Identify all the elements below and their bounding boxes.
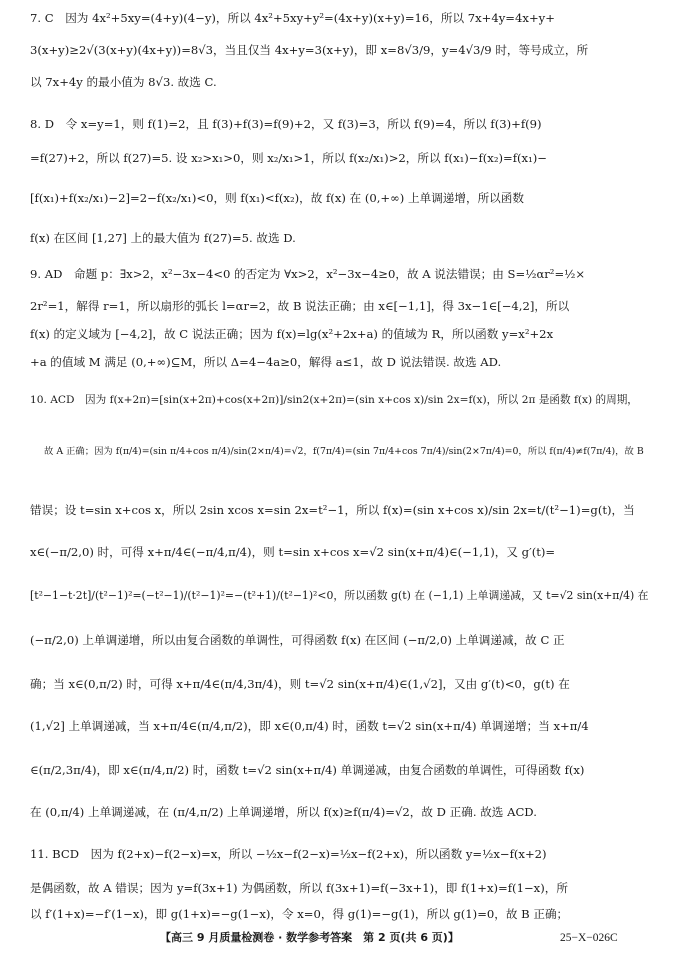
text-line: 是偶函数，故 A 错误；因为 y=f(3x+1) 为偶函数，所以 f(3x+1)=f(−3x+1)，即 f(1+x)=f(1−x)，所 xyxy=(30,881,568,895)
text-line: (1,√2] 上单调递减，当 x+π/4∈(π/4,π/2)，即 x∈(0,π/4) 时，函数 t=√2 sin(x+π/4) 单调递增；当 x+π/4 xyxy=(30,719,589,733)
page-footer xyxy=(0,930,677,946)
text-line: 确；当 x∈(0,π/2) 时，可得 x+π/4∈(π/4,3π/4)，则 t=√2 sin(x+π/4)∈(1,√2]，又由 g′(t)<0，g(t) 在 xyxy=(30,677,570,691)
text-line: [f(x₁)+f(x₂/x₁)−2]=2−f(x₂/x₁)<0，则 f(x₁)<f(x₂)，故 f(x) 在 (0,+∞) 上单调递增，所以函数 xyxy=(30,191,524,205)
text-line: (−π/2,0) 上单调递增，所以由复合函数的单调性，可得函数 f(x) 在区间 (−π/2,0) 上单调递减，故 C 正 xyxy=(30,633,565,647)
text-line: 3(x+y)≥2√(3(x+y)(4x+y))=8√3，当且仅当 4x+y=3(x+y)，即 x=8√3/9，y=4√3/9 时，等号成立，所 xyxy=(30,43,589,57)
text-line: ∈(π/2,3π/4)，即 x∈(π/4,π/2) 时，函数 t=√2 sin(x+π/4) 单调递减，由复合函数的单调性，可得函数 f(x) xyxy=(30,763,585,777)
text-line: =f(27)+2，所以 f(27)=5. 设 x₂>x₁>0，则 x₂/x₁>1，所以 f(x₂/x₁)>2，所以 f(x₁)−f(x₂)=f(x₁)− xyxy=(30,151,547,165)
text-line: 11. BCD 因为 f(2+x)−f(2−x)=x，所以 −½x−f(2−x)=½x−f(2+x)，所以函数 y=½x−f(x+2) xyxy=(30,847,547,861)
text-line: 10. ACD 因为 f(x+2π)=[sin(x+2π)+cos(x+2π)]/sin2(x+2π)=(sin x+cos x)/sin 2x=f(x)，所以 2π 是函数 f(x) 的周期， xyxy=(30,394,638,406)
text-line: 9. AD 命题 p：∃x>2，x²−3x−4<0 的否定为 ∀x>2，x²−3x−4≥0，故 A 说法错误；由 S=½αr²=½× xyxy=(30,267,586,281)
text-line: f(x) 在区间 [1,27] 上的最大值为 f(27)=5. 故选 D. xyxy=(30,231,296,245)
text-line: 故 A 正确；因为 f(π/4)=(sin π/4+cos π/4)/sin(2×π/4)=√2，f(7π/4)=(sin 7π/4+cos 7π/4)/sin(2×7π/4)=0，所以 f(π/4)≠f(7π/4)，故 B xyxy=(44,446,644,457)
text-line: 以 7x+4y 的最小值为 8√3. 故选 C. xyxy=(30,75,217,89)
text-line: x∈(−π/2,0) 时，可得 x+π/4∈(−π/4,π/4)，则 t=sin x+cos x=√2 sin(x+π/4)∈(−1,1)，又 g′(t)= xyxy=(30,545,556,559)
text-line: 8. D 令 x=y=1，则 f(1)=2，且 f(3)+f(3)=f(9)+2，又 f(3)=3，所以 f(9)=4，所以 f(3)+f(9) xyxy=(30,117,542,131)
text-line: 在 (0,π/4) 上单调递减，在 (π/4,π/2) 上单调递增，所以 f(x)≥f(π/4)=√2，故 D 正确. 故选 ACD. xyxy=(30,805,537,819)
text-line: 错误；设 t=sin x+cos x，所以 2sin xcos x=sin 2x=t²−1，所以 f(x)=(sin x+cos x)/sin 2x=t/(t²−1)=g(t)，当 xyxy=(30,503,635,517)
text-line: 7. C 因为 4x²+5xy=(4+y)(4−y)，所以 4x²+5xy+y²=(4x+y)(x+y)=16，所以 7x+4y=4x+y+ xyxy=(30,11,555,25)
text-line: [t²−1−t·2t]/(t²−1)²=(−t²−1)/(t²−1)²=−(t²+1)/(t²−1)²<0，所以函数 g(t) 在 (−1,1) 上单调递减，又 t=√2 sin(x+π/4) 在 xyxy=(30,589,649,602)
text-line: 2r²=1，解得 r=1，所以扇形的弧长 l=αr=2，故 B 说法正确；由 x∈[−1,1]，得 3x−1∈[−4,2]，所以 xyxy=(30,299,570,313)
footer-title: 【高三 9 月质量检测卷 · 数学参考答案 第 2 页(共 6 页)】 xyxy=(160,931,459,944)
text-line: 以 f′(1+x)=−f′(1−x)，即 g(1+x)=−g(1−x)，令 x=0，得 g(1)=−g(1)，所以 g(1)=0，故 B 正确； xyxy=(30,907,569,921)
text-line: +a 的值域 M 满足 (0,+∞)⊆M，所以 Δ=4−4a≥0，解得 a≤1，故 D 说法错误. 故选 AD. xyxy=(30,355,502,369)
text-line: f(x) 的定义域为 [−4,2]，故 C 说法正确；因为 f(x)=lg(x²+2x+a) 的值域为 R，所以函数 y=x²+2x xyxy=(30,327,554,341)
footer-code: 25−X−026C xyxy=(560,932,618,944)
